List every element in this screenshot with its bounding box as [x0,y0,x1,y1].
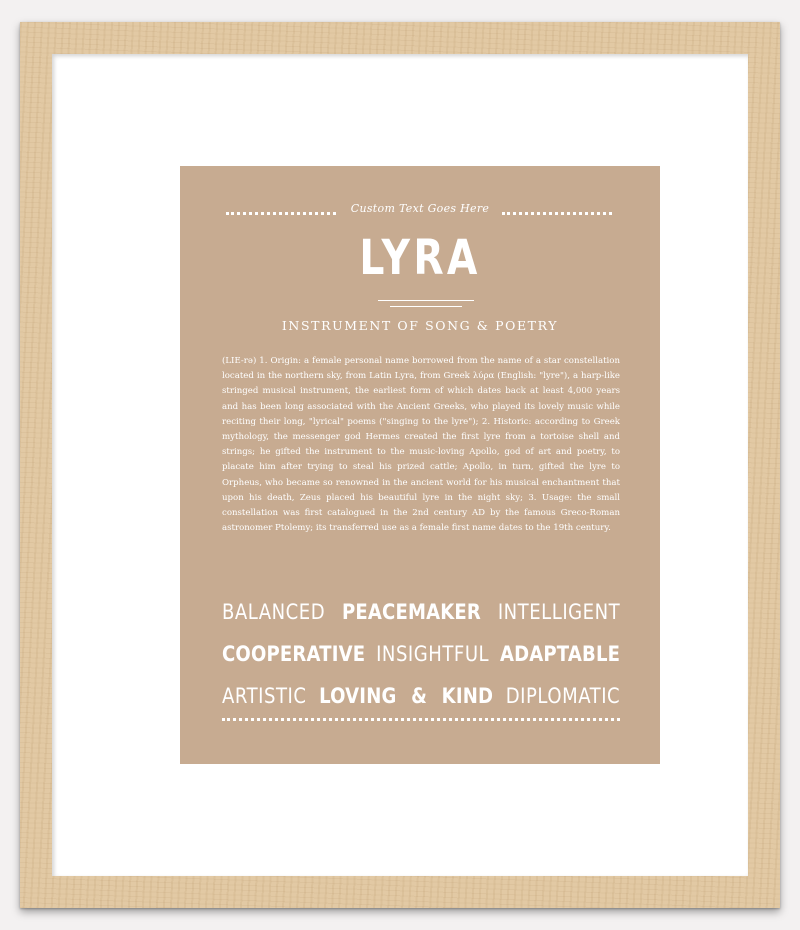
trait-word: DIPLOMATIC [505,684,621,708]
trait-word: INSIGHTFUL [376,642,490,666]
trait-word: ARTISTIC [222,684,307,708]
wooden-frame [20,22,780,908]
custom-text: Custom Text Goes Here [350,202,490,215]
bottom-dotted-rule [222,718,620,721]
poster-name-title: LYRA [359,230,481,286]
traits-row-1 [222,600,620,624]
trait-word: ADAPTABLE [499,642,621,666]
trait-word: BALANCED [222,600,326,624]
trait-word: PEACEMAKER [341,600,482,624]
name-poster [180,166,660,764]
poster-subtitle: INSTRUMENT OF SONG & POETRY [281,318,559,333]
title-underline-rule [378,300,474,301]
trait-word: INTELLIGENT [497,600,621,624]
trait-word: LOVING & KIND [319,684,494,708]
white-mat [52,54,748,876]
traits-row-2 [222,642,620,666]
traits-row-3 [222,684,620,708]
title-underline-rule-short [390,306,462,307]
trait-word: COOPERATIVE [222,642,366,666]
name-definition: (LIE-rə) 1. Origin: a female personal name borrowed from the name of a star constellation located in the northern sky, from Latin Lyra, from Greek λύρα (English: "lyre"), a harp-like stringed musical instrument, the earliest form of which dates back at least 4,000 years and has been long associated with the Ancient Greeks, who played its lovely music while reciting their long, "lyrical" poems ("singing to the lyre"); 2. Historic: according to Greek mythology, the messenger god Hermes created the first lyre from a tortoise shell and strings; he gifted the instrument to the music-loving Apollo, god of art and poetry, to placate him after trying to steal his prized cattle; Apollo, in turn, gifted the lyre to Orpheus, who became so renowned in the ancient world for his musical enchantment that upon his death, Zeus placed his beautiful lyre in the night sky; 3. Usage: the small constellation was first catalogued in the 2nd century AD by the famous Greco-Roman astronomer Ptolemy; its transferred use as a female first name dates to the 19th century. [222,356,620,534]
